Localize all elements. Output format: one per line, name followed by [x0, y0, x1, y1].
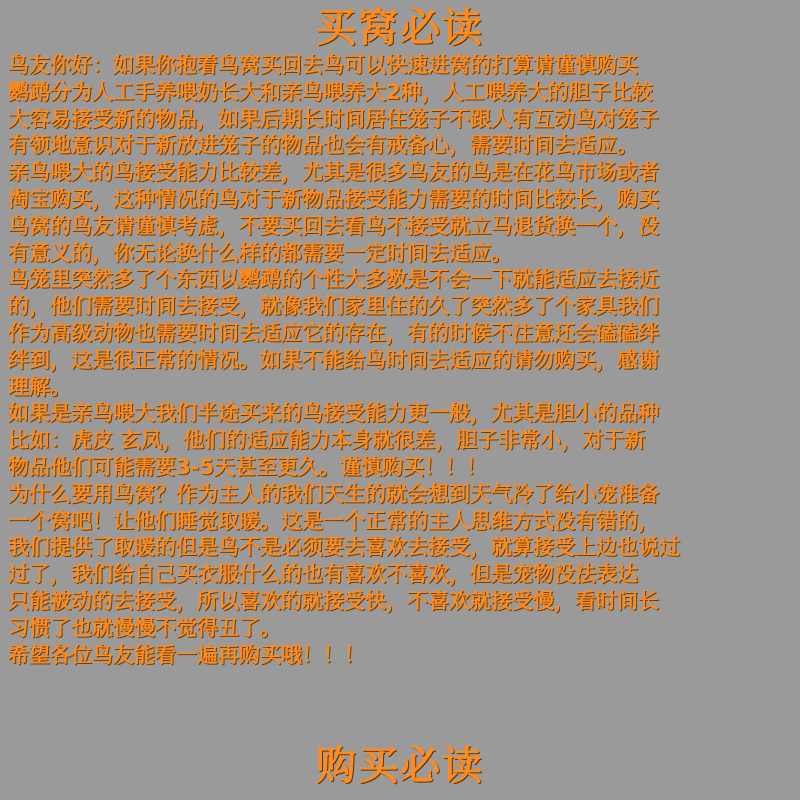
footer-title: 购买必读 [316, 743, 484, 789]
notice-line: 一个窝吧！让他们睡觉取暖。这是一个正常的主人思维方式没有错的， [8, 508, 659, 533]
notice-line: 过了，我们给自己买衣服什么的也有喜欢不喜欢，但是宠物没法表达 [8, 562, 638, 587]
notice-line: 鸟友你好：如果你抱着鸟窝买回去鸟可以快速进窝的打算请谨慎购买 [8, 53, 638, 77]
notice-line: 希望各位鸟友能看一遍再购买哦！！！ [8, 642, 365, 667]
notice-body [8, 52, 796, 668]
notice-line: 有意义的，你无论换什么样的都需要一定时间去适应。 [8, 240, 512, 265]
notice-line: 我们提供了取暖的但是鸟不是必须要去喜欢去接受，就算接受上边也说过 [8, 535, 680, 560]
notice-line: 只能被动的去接受，所以喜欢的就接受快，不喜欢就接受慢，看时间长 [8, 588, 659, 613]
notice-line: 淘宝购买，这种情况的鸟对于新物品接受能力需要的时间比较长，购买 [8, 186, 659, 211]
notice-line: 绊到，这是很正常的情况。如果不能给鸟时间去适应的请勿购买，感谢 [8, 347, 659, 372]
notice-line: 亲鸟喂大的鸟接受能力比较差，尤其是很多鸟友的鸟是在花鸟市场或者 [8, 160, 659, 185]
notice-line: 比如：虎皮 玄凤，他们的适应能力本身就很差，胆子非常小，对于新 [8, 428, 646, 453]
notice-line: 物品他们可能需要3-5天甚至更久。谨慎购买！！！ [8, 454, 487, 479]
notice-line: 理解。 [8, 374, 71, 399]
notice-line: 鸟窝的鸟友请谨慎考虑，不要买回去看鸟不接受就立马退货换一个，没 [8, 213, 659, 238]
notice-line: 鹦鹉分为人工手养喂奶长大和亲鸟喂养大2种，人工喂养大的胆子比较 [8, 79, 653, 104]
notice-line: 作为高级动物也需要时间去适应它的存在，有的时候不注意还会磕磕绊 [8, 320, 659, 345]
notice-line: 为什么要用鸟窝？作为主人的我们天生的就会想到天气冷了给小宠准备 [8, 481, 659, 506]
notice-line: 如果是亲鸟喂大我们半途买来的鸟接受能力更一般，尤其是胆小的品种 [8, 401, 659, 426]
notice-line: 有领地意识对于新放进笼子的物品也会有戒备心，需要时间去适应。 [8, 133, 638, 158]
notice-line: 大容易接受新的物品，如果后期长时间居住笼子不跟人有互动鸟对笼子 [8, 106, 659, 131]
notice-line: 鸟笼里突然多了个东西以鹦鹉的个性大多数是不会一下就能适应去接近 [8, 267, 659, 292]
notice-line: 的，他们需要时间去接受，就像我们家里住的久了突然多了个家具我们 [8, 294, 659, 319]
notice-line: 习惯了也就慢慢不觉得丑了。 [8, 615, 281, 640]
page-title: 买窝必读 [316, 5, 484, 51]
